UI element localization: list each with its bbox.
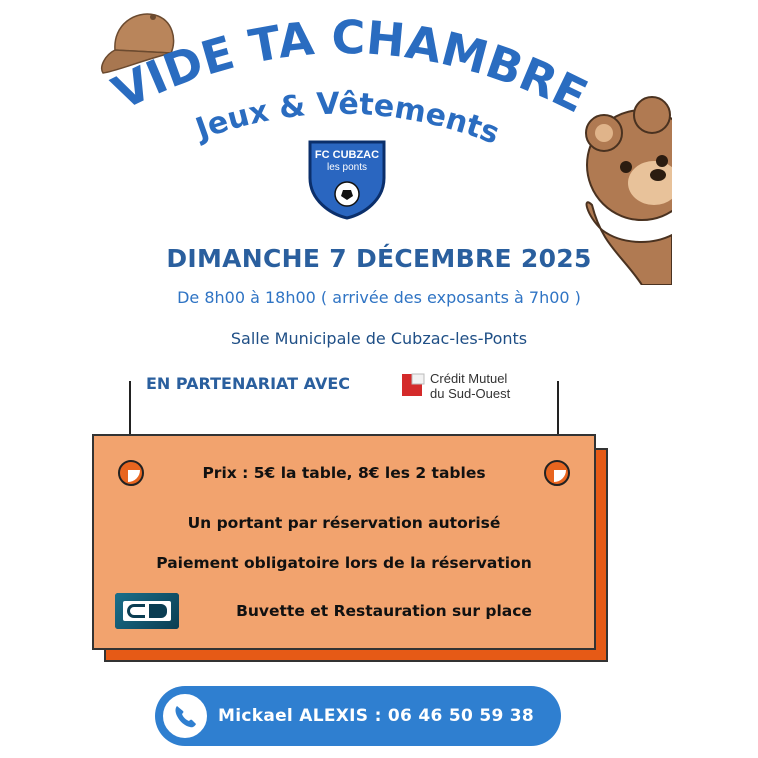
bank-name-line2: du Sud-Ouest <box>430 386 511 401</box>
partner-label: EN PARTENARIAT AVEC <box>146 374 350 393</box>
event-hours: De 8h00 à 18h00 ( arrivée des exposants à 7h00 ) <box>177 288 581 307</box>
food-info: Buvette et Restauration sur place <box>236 602 532 620</box>
event-venue: Salle Municipale de Cubzac-les-Ponts <box>230 329 528 348</box>
event-date: DIMANCHE 7 DÉCEMBRE 2025 <box>166 244 592 273</box>
event-subtitle: Jeux & Vêtements <box>191 86 505 152</box>
pin-left-icon <box>118 460 144 486</box>
rack-info: Un portant par réservation autorisé <box>187 514 501 532</box>
club-logo <box>306 138 388 220</box>
payment-info: Paiement obligatoire lors de la réservation <box>156 554 532 572</box>
credit-mutuel-logo-icon <box>398 370 428 400</box>
club-name-line2: les ponts <box>326 162 368 173</box>
price-info: Prix : 5€ la table, 8€ les 2 tables <box>202 464 486 482</box>
bank-name-line1: Crédit Mutuel <box>430 371 508 386</box>
pin-right-icon <box>544 460 570 486</box>
bank-name <box>430 371 510 401</box>
event-title: VIDE TA CHAMBRE <box>104 10 596 124</box>
phone-icon <box>161 692 209 740</box>
club-name-line1: FC CUBZAC <box>314 149 380 161</box>
contact-text: Mickael ALEXIS : 06 46 50 59 38 <box>218 706 535 726</box>
cb-card-icon <box>115 593 179 629</box>
